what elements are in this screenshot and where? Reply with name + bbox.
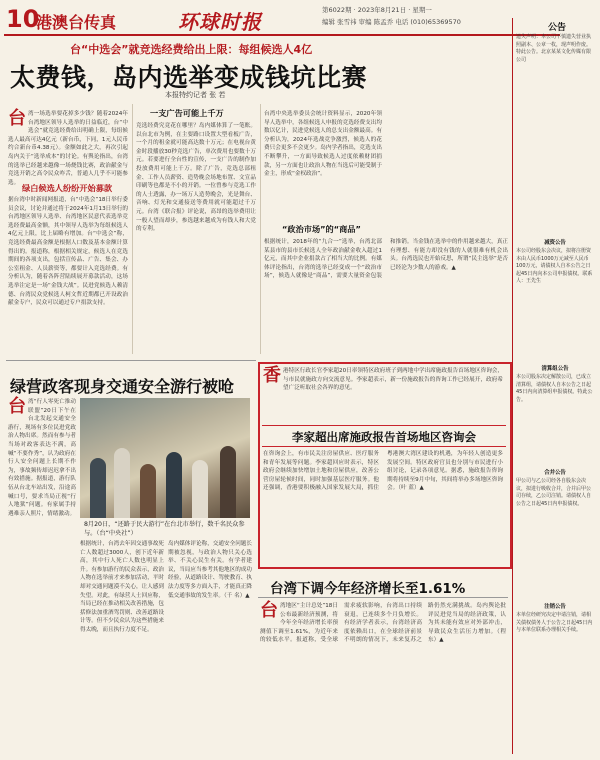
page-header bbox=[4, 4, 560, 36]
lead-intro bbox=[8, 108, 128, 186]
column-divider bbox=[132, 104, 133, 354]
green-column-1-text: 湾“行人零死亡推动联盟”20日下午在台北发起交通安全游行，现场有多位民进党政治人物出席。然而有参与者当场对政客表达不满，高喊“不要作秀”，认为政府在行人安全问题上长期不作为，事故频传却迟迟拿不出有效措施。据报道，游行队伍从台北车站出发，沿途高喊口号，要求当局正视“行人地狱”问题。有家属手持遇难亲人照片，情绪激动。 bbox=[8, 399, 76, 517]
notices-header: 公告 bbox=[547, 23, 566, 33]
notice-subhead-1: 减资公告 bbox=[544, 240, 566, 246]
dropcap: 香 bbox=[263, 365, 281, 386]
section-name: 港澳台传真 bbox=[36, 13, 117, 32]
economy-body bbox=[260, 602, 506, 752]
hk-lead-text-body: 港特区行政长官李家超20日率领特区政府班子到两地中学出席施政报告首场地区咨询会，与市民就施政方向交流意见。李家超表示，新一份施政报告的咨询工作已经展开，政府希望广泛听取社会各界的意见。 bbox=[283, 368, 503, 392]
notice-text-5: 本单位经研究决定申请注销，请相关债权债务人于公告之日起45日内与本单位联系办理相关手续。 bbox=[516, 612, 593, 634]
photo-figure bbox=[192, 460, 208, 518]
hk-title-rule-top bbox=[262, 425, 506, 426]
hk-lead-text bbox=[263, 367, 503, 423]
lead-headline: 太费钱，岛内选举变成钱坑比赛 bbox=[10, 63, 368, 92]
notice-text-1: 遗失声明：本公司不慎遗失营业执照副本、公章一枚，现声明作废。特此公告。北京某某文化传媒有限公司 bbox=[516, 34, 592, 63]
lead-column-3: 台湾中央选举委员会统计资料显示，2020年领导人选举中，各组候选人申报的竞选经费支出均数以亿计，民进党候选人的总支出金额最高。有分析认为，2024年选战竞争激烈，候选人的花费只会更多不会更少。岛内学者指出，竞选支出不断攀升，一方面导致候选人过度依赖财团捐款，另一方面也让政治人物在当选后可能受制于金主，形成“金权政治”。 bbox=[264, 111, 382, 178]
economy-rule bbox=[258, 597, 508, 598]
notice-text-3: 本公司股东决定解散公司，已成立清算组，请债权人自本公告之日起45日内向清算组申报债权。特此公告。 bbox=[516, 374, 593, 403]
photo-figure bbox=[220, 446, 236, 518]
column-divider bbox=[260, 104, 261, 354]
lead-subhead-3: “政治市场”的“商品” bbox=[282, 224, 361, 234]
dropcap: 台 bbox=[8, 108, 26, 129]
photo-figure bbox=[166, 452, 182, 518]
lead-intro-text: 湾一场选举要花掉多少钱？随着2024年台湾地区领导人选举的日益临近，台“中选会”就竞选经费给出明确上限，每组候选人最高可达4亿元（新台币，下同，1元人民币约合新台币4.38元）。金额如此之大，再次引起岛内关于“选举成本”的讨论。有舆论指出，台湾的选举已经越来越像一场烧钱比赛，政治献金与竞选开销之高令民众咋舌，普通人几乎不可能参选。 bbox=[8, 111, 128, 186]
lead-kicker: 台“中选会”就竞选经费给出上限：每组候选人4亿 bbox=[70, 43, 313, 56]
lead-column-1: 据台湾中时新闻网报道，台“中选会”18日举行委员会议，讨论并通过将于2024年1月13日举行的台湾地区领导人选举、台湾地区民意代表选举竞选经费最高金额，其中领导人选举为每组候选人4亿元上限，比上届略有增加。台“中选会”称，竞选经费最高金额是根据人口数及基本金额计算得出的。报道称，根据相关规定，候选人在竞选期间的各项支出，包括宣传品、广告、集会、办公室租金、人员薪资等，都要计入竞选经费。有分析认为，随着各阵营陆续展开募款活动，这场选举注定是一场“金钱大战”。民进党候选人赖清德、台湾民众党候选人柯文哲近期都已开设政治献金专户，民众可以通过专户捐款支持。 bbox=[8, 197, 129, 307]
notice-text-2: 本公司经股东会决议，拟将注册资本由人民币1000万元减至人民币100万元，请债权人自本公告之日起45日内向本公司申报债权。联系人：王先生 bbox=[516, 248, 593, 285]
photo-figure bbox=[140, 464, 156, 518]
economy-body-text: 湾地区“主计总处”18日公布最新经济预测，将今年全年经济增长率预测值下调至1.61%，为近年来的较低水平。报道称，受全球需求疲软影响，台湾出口持续衰退，已连续多个月负增长。有经济学者表示，台湾经济高度依赖出口，在全球经济前景不明朗的情况下，未来复苏之路仍然充满挑战。岛内舆论批评民进党当局的经济政策，认为其未能有效应对外部冲击，导致民众生活压力增加。（程 东）▲ bbox=[260, 603, 506, 644]
photo-caption: 8月20日，“还路于民大游行”在台北市举行，数千名民众参与。（台“中央社”） bbox=[84, 521, 245, 537]
lead-byline: 本报特约记者 张 若 bbox=[165, 91, 226, 99]
hk-title-rule-bottom bbox=[262, 446, 506, 447]
notice-text-4: 甲公司与乙公司经各自股东会决议，拟进行吸收合并，合并后甲公司存续，乙公司注销。请债权人自公告之日起45日内申报债权。 bbox=[516, 478, 592, 507]
section-divider bbox=[6, 360, 256, 361]
page-number: 10 bbox=[6, 5, 40, 33]
green-column-3: 岛内媒体评论称，交通安全问题长期被忽视，与政治人物只关心选举、不关心民生有关。有学者建议，当局应当参考其他地区的成功经验，从道路设计、驾驶教育、执法力度等多方面入手，才能真正降低交通事故的发生率。（千 名）▲ bbox=[168, 541, 252, 599]
lead-subhead-1: 绿白候选人纷纷开始募款 bbox=[22, 183, 113, 193]
parade-photo bbox=[80, 398, 250, 518]
issue-info: 第6022期 · 2023年8月21日 · 星期一 bbox=[322, 6, 432, 14]
dropcap: 台 bbox=[260, 600, 278, 621]
lead-column-4: 根据统计，2018年的“九合一”选举，台湾北部某县市的县市长候选人全年政治献金收入超过1亿元，而其中企业捐款占了相当大的比例。有媒体评论指出，台湾的选举已经变成一个“政治市场”，候选人就像是“商品”，需要大量资金包装和推销。当金钱在选举中的作用越来越大，真正有理想、有能力却没有钱的人就很难有机会出头。台湾选民也开始反思，所谓“民主选举”是否已经沦为少数人的游戏。▲ bbox=[264, 239, 508, 280]
editor-info: 编辑 张雪祎 审编 陈孟乔 电话 (010)65369570 bbox=[322, 18, 461, 26]
notice-subhead-2: 清算组公告 bbox=[541, 366, 569, 372]
green-column-1 bbox=[8, 398, 76, 750]
green-column-2: 根据统计，台湾去年因交通事故死亡人数超过3000人，创下近年新高，其中行人死亡人数也明显上升。有参加游行的民众表示，政治人物在选举前才来参加活动，平时却对交通问题漠不关心，让人感到失望。对此，有绿营人士回应称，当局已经在推动相关改善措施，包括修法加重酒驾罚则、改善道路设计等。但不少民众认为这些措施来得太晚，而且执行力度不足。 bbox=[80, 541, 164, 633]
hk-body-text: 在咨询会上，有市民关注房屋供应、医疗服务和青年发展等问题。李家超回应时表示，特区政府会继续加快增加土地和房屋供应，改善公营房屋轮候时间，同时加强基层医疗服务。他还强调，香港要积极融入国家发展大局，抓住粤港澳大湾区建设的机遇，为年轻人创造更多发展空间。特区政府官员也分别与市民进行小组讨论，记录各项意见。据悉，施政报告咨询期将持续至9月中旬，其间将举办多场地区咨询会。（叶 蓝）▲ bbox=[263, 451, 503, 492]
green-headline: 绿营政客现身交通安全游行被呛 bbox=[10, 377, 235, 396]
hk-headline: 李家超出席施政报告首场地区咨询会 bbox=[292, 430, 476, 444]
notice-subhead-3: 合并公告 bbox=[544, 470, 566, 476]
dropcap: 台 bbox=[8, 396, 26, 417]
notice-subhead-4: 注销公告 bbox=[544, 604, 566, 610]
photo-figure bbox=[114, 448, 130, 518]
masthead-logo: 环球时报 bbox=[178, 10, 262, 34]
photo-figure bbox=[90, 458, 106, 518]
lead-column-2: 竞选经费究竟花在哪里？岛内媒体算了一笔账。以台北市为例，在主要路口设置大型看板广告，一个月的租金就可能高达数十万元；在电视台黄金时段播放30秒竞选广告，单次费用也要数十万元。若要进行全台性的宣传，一支广告的制作加投放费用可能上千万。除了广告，竞选总部租金、工作人员薪资、造势晚会场地布置、文宣品印刷等也都是不小的开销。一位曾参与竞选工作的人士透露，办一场万人造势晚会，光是舞台、音响、灯光和交通接送等费用就可能超过千万元。台湾《联合报》评论说，高昂的选举费用让一般人望而却步，参选越来越成为有钱人和大党的专利。 bbox=[136, 123, 256, 233]
lead-subhead-2: 一支广告可能上千万 bbox=[150, 108, 224, 118]
economy-headline: 台湾下调今年经济增长至1.61% bbox=[270, 581, 466, 597]
